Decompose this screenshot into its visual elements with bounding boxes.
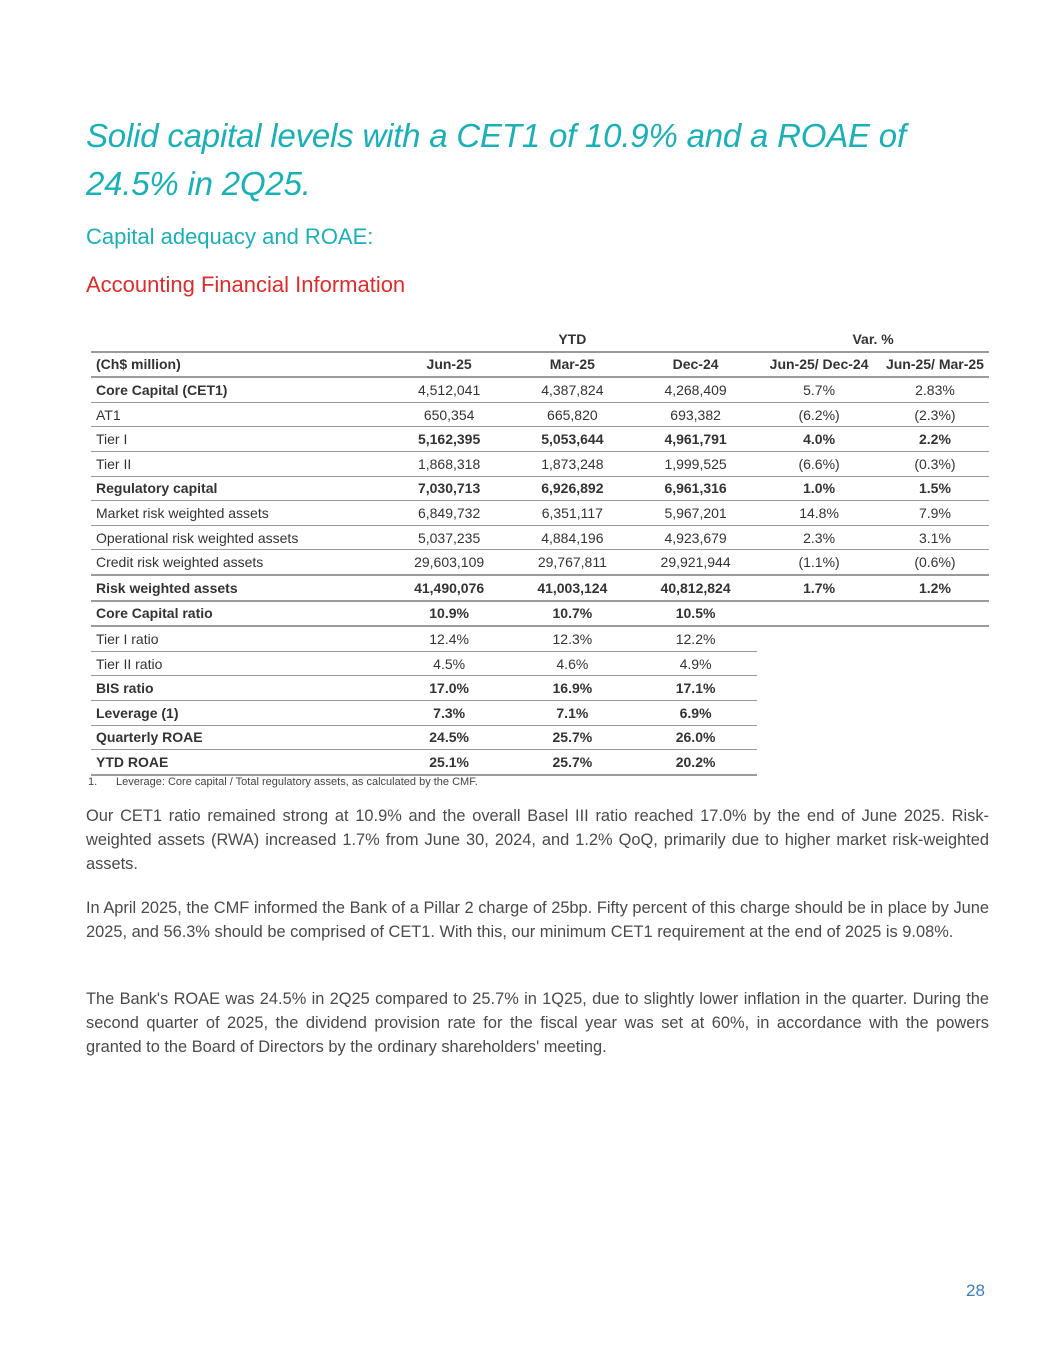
table-cell: (2.3%) [881, 402, 989, 427]
table-cell: 14.8% [757, 501, 881, 526]
table-row [91, 402, 989, 427]
table-cell: 6,926,892 [511, 476, 634, 501]
table-cell: 665,820 [511, 402, 634, 427]
section-heading: Accounting Financial Information [86, 272, 406, 297]
row-label: Leverage (1) [91, 700, 388, 725]
table-row [91, 651, 989, 676]
table-cell: 7.1% [511, 700, 634, 725]
table-cell: 650,354 [388, 402, 511, 427]
table-row [91, 750, 989, 775]
table-cell [757, 700, 881, 725]
table-row [91, 427, 989, 452]
table-cell: 29,921,944 [634, 550, 757, 575]
table-cell: 6,351,117 [511, 501, 634, 526]
table-cell: 693,382 [634, 402, 757, 427]
column-header: Jun-25/ Dec-24 [757, 352, 881, 378]
table-cell: 7.3% [388, 700, 511, 725]
row-label: Core Capital ratio [91, 601, 388, 627]
table-row [91, 525, 989, 550]
column-header: Mar-25 [511, 352, 634, 378]
table-cell: 1.0% [757, 476, 881, 501]
table-cell: 7.9% [881, 501, 989, 526]
table-cell: 6,961,316 [634, 476, 757, 501]
column-header: Jun-25 [388, 352, 511, 378]
table-row [91, 501, 989, 526]
table-cell: 4,387,824 [511, 377, 634, 402]
table-row [91, 626, 989, 651]
table-cell: 10.9% [388, 601, 511, 627]
table-cell: 6,849,732 [388, 501, 511, 526]
table-cell [881, 676, 989, 701]
table-cell: 26.0% [634, 725, 757, 750]
table-cell: 1,999,525 [634, 451, 757, 476]
capital-table [91, 327, 989, 776]
footnote-text: Leverage: Core capital / Total regulatory assets, as calculated by the CMF. [116, 776, 478, 788]
table-cell: 4,268,409 [634, 377, 757, 402]
table-row [91, 725, 989, 750]
table-cell: 5,162,395 [388, 427, 511, 452]
table-cell: 2.83% [881, 377, 989, 402]
column-header: Jun-25/ Mar-25 [881, 352, 989, 378]
row-label: BIS ratio [91, 676, 388, 701]
table-cell: 5,967,201 [634, 501, 757, 526]
table-cell: 7,030,713 [388, 476, 511, 501]
table-cell: 1,873,248 [511, 451, 634, 476]
table-row [91, 476, 989, 501]
column-header: Dec-24 [634, 352, 757, 378]
table-row [91, 451, 989, 476]
table-cell [757, 651, 881, 676]
table-cell: 10.5% [634, 601, 757, 627]
table-row [91, 550, 989, 575]
page-number: 28 [966, 1281, 985, 1300]
table-cell [757, 676, 881, 701]
table-cell: 24.5% [388, 725, 511, 750]
table-cell: (1.1%) [757, 550, 881, 575]
table-cell: 4.0% [757, 427, 881, 452]
table-cell: 25.7% [511, 725, 634, 750]
table-cell: (0.3%) [881, 451, 989, 476]
row-label: AT1 [91, 402, 388, 427]
table-cell: 41,003,124 [511, 575, 634, 601]
table-cell: 17.0% [388, 676, 511, 701]
row-label: Quarterly ROAE [91, 725, 388, 750]
table-cell [881, 750, 989, 775]
paragraph-roae: The Bank's ROAE was 24.5% in 2Q25 compared to 25.7% in 1Q25, due to slightly lower inflation in the quarter. During the second quarter of 2025, the dividend provision rate for the fiscal year was set at 60%, in accordance with the powers granted to the Board of Directors by the ordinary shareholders' meeting. [86, 990, 989, 1056]
table-cell [881, 725, 989, 750]
table-header [91, 352, 989, 378]
row-label: Tier I [91, 427, 388, 452]
row-label: Tier II ratio [91, 651, 388, 676]
table-cell [881, 601, 989, 627]
table-cell: 5.7% [757, 377, 881, 402]
table-cell: 6.9% [634, 700, 757, 725]
table-cell: 1.2% [881, 575, 989, 601]
row-label: Risk weighted assets [91, 575, 388, 601]
paragraph-cet1: Our CET1 ratio remained strong at 10.9% and the overall Basel III ratio reached 17.0% by the end of June 2025. Risk-weighted assets (RWA) increased 1.7% from June 30, 2024, and 1.2% QoQ, primarily due to higher market risk-weighted assets. [86, 807, 989, 873]
table-row [91, 601, 989, 627]
table-cell: 40,812,824 [634, 575, 757, 601]
table-cell [757, 725, 881, 750]
table-row [91, 676, 989, 701]
subtitle: Capital adequacy and ROAE: [86, 224, 374, 249]
table-group-header [91, 327, 989, 352]
table-cell: 4,884,196 [511, 525, 634, 550]
column-header: (Ch$ million) [91, 352, 388, 378]
table-cell [757, 626, 881, 651]
table-cell: 25.1% [388, 750, 511, 775]
table-row [91, 575, 989, 601]
group-header-ytd: YTD [558, 330, 587, 347]
table-footnote [88, 776, 478, 788]
group-header-var: Var. % [852, 330, 894, 347]
table-cell [757, 750, 881, 775]
table-cell: 1.5% [881, 476, 989, 501]
table-cell: 12.4% [388, 626, 511, 651]
table-cell: 4.9% [634, 651, 757, 676]
table-cell: 4.5% [388, 651, 511, 676]
table-cell: (6.6%) [757, 451, 881, 476]
table-cell: 41,490,076 [388, 575, 511, 601]
table-cell: 29,603,109 [388, 550, 511, 575]
table-cell: 4.6% [511, 651, 634, 676]
table-cell: 17.1% [634, 676, 757, 701]
table-cell: 2.2% [881, 427, 989, 452]
row-label: Operational risk weighted assets [91, 525, 388, 550]
table-cell: 5,037,235 [388, 525, 511, 550]
row-label: Credit risk weighted assets [91, 550, 388, 575]
row-label: Regulatory capital [91, 476, 388, 501]
paragraph-pillar2: In April 2025, the CMF informed the Bank of a Pillar 2 charge of 25bp. Fifty percent of this charge should be in place by June 2025, and 56.3% should be comprised of CET1. With this, our minimum CET1 requirement at the end of 2025 is 9.08%. [86, 899, 989, 941]
table-cell: 5,053,644 [511, 427, 634, 452]
row-label: Market risk weighted assets [91, 501, 388, 526]
table-cell: (6.2%) [757, 402, 881, 427]
row-label: Core Capital (CET1) [91, 377, 388, 402]
row-label: Tier II [91, 451, 388, 476]
table-row [91, 377, 989, 402]
table-cell: 29,767,811 [511, 550, 634, 575]
table-cell: 1,868,318 [388, 451, 511, 476]
table-cell: 3.1% [881, 525, 989, 550]
table-cell: 20.2% [634, 750, 757, 775]
table-cell [757, 601, 881, 627]
table-cell: 2.3% [757, 525, 881, 550]
table-cell [881, 651, 989, 676]
row-label: YTD ROAE [91, 750, 388, 775]
table-cell: 4,961,791 [634, 427, 757, 452]
table-cell [881, 700, 989, 725]
table-cell: 1.7% [757, 575, 881, 601]
table-cell: 12.2% [634, 626, 757, 651]
page-title: Solid capital levels with a CET1 of 10.9% and a ROAE of 24.5% in 2Q25. [86, 117, 906, 202]
table-cell: 4,512,041 [388, 377, 511, 402]
table-cell: (0.6%) [881, 550, 989, 575]
table-row [91, 700, 989, 725]
table-cell: 10.7% [511, 601, 634, 627]
table-cell [881, 626, 989, 651]
table-cell: 4,923,679 [634, 525, 757, 550]
row-label: Tier I ratio [91, 626, 388, 651]
table-cell: 12.3% [511, 626, 634, 651]
footnote-number: 1. [88, 776, 98, 788]
table-cell: 16.9% [511, 676, 634, 701]
table-cell: 25.7% [511, 750, 634, 775]
